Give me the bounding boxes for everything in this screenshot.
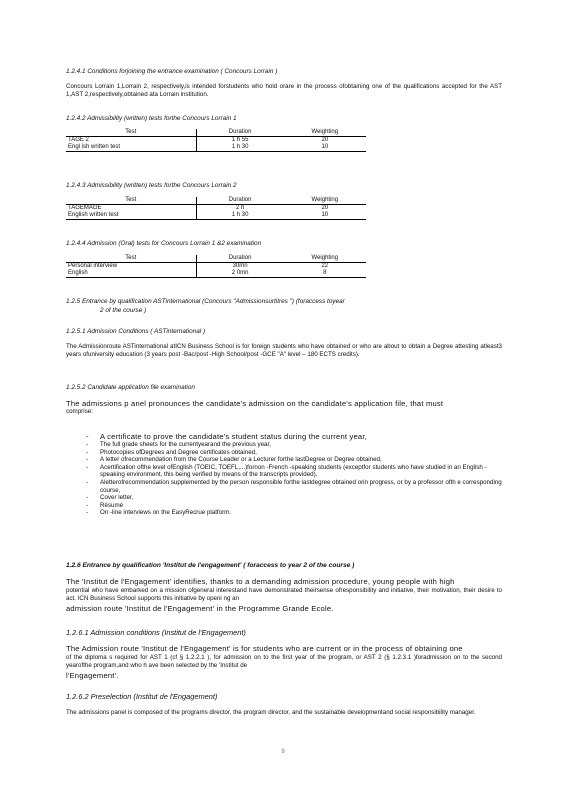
heading-1-2-5: 1.2.5 Entrance by qualification ASTinternational (Concours "Admissionsurtitres ") (foraccess toyear bbox=[66, 298, 345, 305]
table-cell: 20 bbox=[321, 137, 329, 143]
paragraph-1-2-6-line1: The 'Institut de l'Engagement' identifies, thanks to a demanding admission procedure, young people with high bbox=[66, 577, 455, 586]
table-cell: 2 0mn bbox=[196, 270, 284, 278]
list-item: - A certificate to prove the candidate's student status during the current year, bbox=[66, 432, 502, 441]
table-cell: TAGE 2 bbox=[66, 137, 196, 145]
table-cell: 10 bbox=[284, 144, 366, 152]
heading-1-2-4-2: 1.2.4.2 Admissibility (written) tests forthe Concours Lorrain 1 bbox=[66, 115, 237, 122]
table-header-duration: Duration bbox=[196, 255, 284, 263]
table-header-test: Test bbox=[66, 255, 196, 263]
table-header-test: Test bbox=[66, 197, 196, 205]
heading-1-2-4-4: 1.2.4.4 Admission (Oral) tests for Concours Lorrain 1 &2 examination bbox=[66, 240, 262, 247]
heading-1-2-6-1: 1.2.6.1 Admission conditions (Institut de l'Engagement) bbox=[66, 628, 246, 637]
table-cell: English bbox=[66, 270, 196, 278]
heading-1-2-6-2: 1.2.6.2 Preselection (Institut de l'Engagement) bbox=[66, 692, 218, 701]
heading-1-2-5-1: 1.2.5.1 Admission Conditions ( ASTinternational ) bbox=[66, 328, 206, 335]
list-item: - The full grade sheets for the currentyearand the previous year, bbox=[66, 441, 502, 449]
list-item: - Aletterofrecommendation supplemented by the person responsible forthe lastdegree obtained orin progress, or by a professor ofth e corresponding course, bbox=[66, 479, 502, 494]
table-header-duration: Duration bbox=[196, 197, 284, 205]
list-item: - Cover letter, bbox=[66, 494, 502, 502]
table-row bbox=[66, 212, 366, 220]
list-item: - Acertification ofthe level ofEnglish (TOEIC, TOEFL,...)fornon -French -speaking students (exceptfor students who have studied in an English -speaking environment, this being verified by means of the transcripts provided), bbox=[66, 464, 502, 479]
table-concours-lorrain-2 bbox=[66, 197, 366, 220]
list-item: - Résumé bbox=[66, 502, 502, 510]
table-row bbox=[66, 270, 366, 278]
table-cell: 1 h 30 bbox=[196, 144, 284, 152]
table-cell: 1 h 55 bbox=[231, 137, 249, 143]
paragraph-1-2-5-2-intro: The admissions p anel pronounces the candidate's admission on the candidate's application file, that must bbox=[66, 399, 444, 408]
application-file-list bbox=[66, 432, 502, 517]
table-row bbox=[66, 137, 366, 145]
list-item: - Photocopies ofDegrees and Degree certificates obtained, bbox=[66, 449, 502, 457]
table-header-test: Test bbox=[66, 129, 196, 137]
table-cell: TAGEMAGE bbox=[66, 205, 196, 213]
table-header-weighting: Weighting bbox=[284, 255, 366, 263]
list-item: - On -line interviews on the EasyRecrue platform. bbox=[66, 509, 502, 517]
table-row bbox=[66, 205, 366, 213]
paragraph-1-2-5-1: The Admissionroute ASTinternational atICN Business School is for foreign students who have obtained or who are about to obtain a Degree attesting atleast3 years ofuniversity education (3 years post -Bac/post -High School/post -GCE "A" level – 180 ECTS credits). bbox=[66, 343, 502, 358]
table-cell: 30mn bbox=[232, 263, 248, 269]
table-cell: 1 h 30 bbox=[196, 212, 284, 220]
table-cell: 10 bbox=[284, 212, 366, 220]
paragraph-1-2-6-line-end: admission route 'Institut de l'Engagement' in the Programme Grande Ecole. bbox=[66, 604, 334, 613]
table-cell: English written test bbox=[66, 212, 196, 220]
paragraph-1-2-6-1-line1: The Admission route 'Institut de l'Engagement' is for students who are current or in the process of obtaining one bbox=[66, 644, 463, 653]
paragraph-1-2-6-2: The admissions panel is composed of the programs director, the program director, and the sustainable developmentand social responsibility manager. bbox=[66, 709, 476, 716]
table-cell: 22 bbox=[321, 263, 329, 269]
page-number: 9 bbox=[281, 748, 285, 755]
table-concours-lorrain-1 bbox=[66, 129, 366, 152]
heading-1-2-5-2: 1.2.5.2 Candidate application file examination bbox=[66, 384, 195, 391]
paragraph-1-2-6-1-line-end: l'Engagement'. bbox=[66, 671, 119, 680]
heading-1-2-4-3: 1.2.4.3 Admissibility (written) tests forthe Concours Lorrain 2 bbox=[66, 182, 237, 189]
list-item: - A letter ofrecommendation from the Course Leader or a Lecturer forthe lastDegree or Degree obtained, bbox=[66, 456, 502, 464]
table-header-weighting: Weighting bbox=[284, 197, 366, 205]
table-cell: 2 h bbox=[235, 205, 245, 211]
table-header-weighting: Weighting bbox=[284, 129, 366, 137]
heading-1-2-4-1: 1.2.4.1 Conditions forjoining the entrance examination ( Concours Lorrain ) bbox=[66, 68, 278, 75]
paragraph-1-2-6-1-body: of the diploma s required for AST 1 (cf § 1.2.2.1 ), for admission on to the first year of the program, or AST 2 (§ 1.2.3.1 )foradmission on to the second yearofthe program,and who h ave been selected by the 'Institut de bbox=[66, 654, 502, 669]
table-cell: 8 bbox=[284, 270, 366, 278]
table-cell: 20 bbox=[321, 205, 329, 211]
table-cell: Engl ish written test bbox=[66, 144, 196, 152]
paragraph-1-2-4-1: Concours Lorrain 1,Lorrain 2, respectively,is intended forstudents who hold orare in the process ofobtaining one of the qualifications accepted for the AST 1,AST 2,respectively,obtained ata Lorrain institution. bbox=[66, 83, 502, 98]
paragraph-1-2-6-body: potential who have embarked on a mission ofgeneral interestand have demonstrated theirsense ofresponsibility and initiative, their motivation, their desire to act. ICN Business School supports this initiative by openi ng an bbox=[66, 587, 502, 602]
table-row bbox=[66, 144, 366, 152]
table-oral-tests bbox=[66, 255, 366, 278]
heading-1-2-5-continued: 2 of the course ) bbox=[100, 307, 147, 314]
table-cell: Personal interview bbox=[66, 263, 196, 271]
table-row bbox=[66, 263, 366, 271]
paragraph-1-2-5-2-intro-end: comprise: bbox=[66, 408, 93, 415]
heading-1-2-6: 1.2.6 Entrance by qualification 'Institut de l'engagement' ( foraccess to year 2 of the course ) bbox=[66, 562, 355, 569]
table-header-duration: Duration bbox=[196, 129, 284, 137]
